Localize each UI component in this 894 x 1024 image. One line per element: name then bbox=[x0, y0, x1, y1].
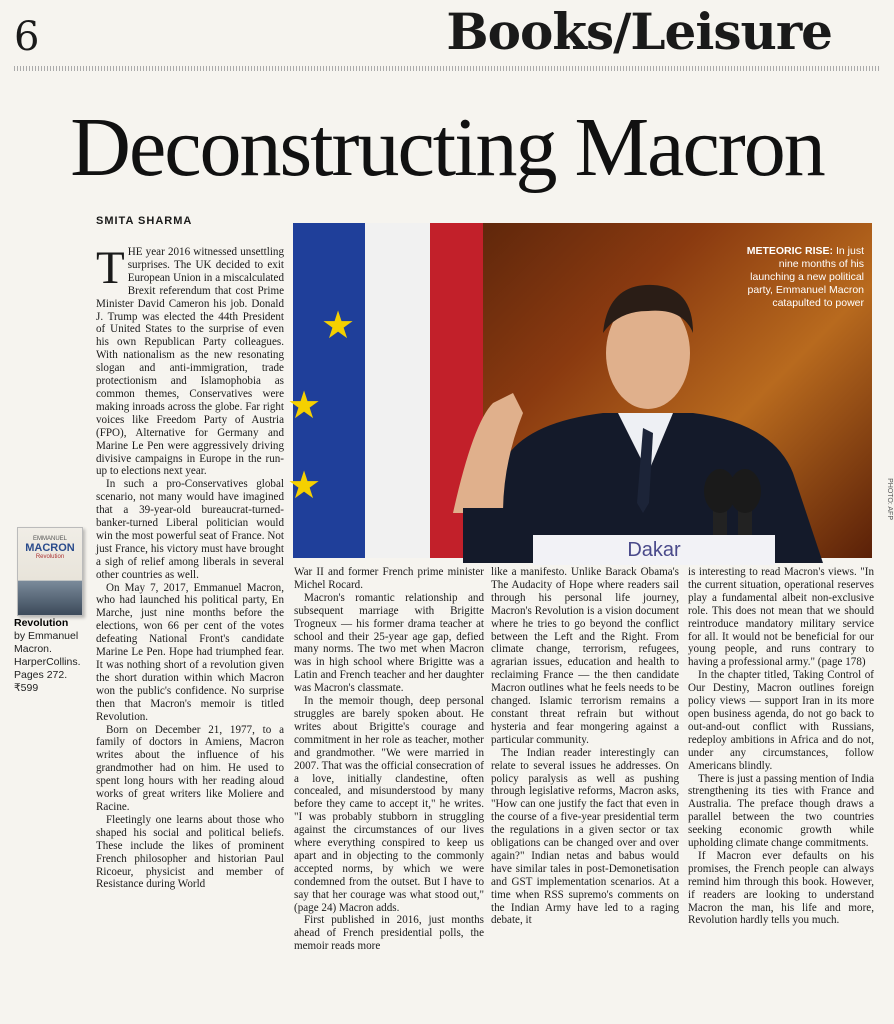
page-number: 6 bbox=[14, 14, 40, 60]
book-info bbox=[14, 617, 92, 695]
caption-label: METEORIC RISE: bbox=[746, 245, 834, 257]
headline: Deconstructing Macron bbox=[70, 101, 824, 194]
paragraph-text: HE year 2016 witnessed unsettling surprises. The UK decided to exit European Union in a miscalculated Brexit referendum that cost Prime Minister David Cameron his job. Donald J. Trump was elected the 44th President of United States to the surprise of even his own Republican Party colleagues. With nationalism as the new resonating slogan and anti-immigration, trade protectionism and Islamophobia as common themes, Conservatives were making inroads across the globe. Far right voices like Freedom Party of Austria (FPO), Alternative for Germany and Marine Le Pen were aggressively driving divisive campaigns in Europe in the run-up to elections next year. bbox=[96, 246, 284, 478]
article-column-1 bbox=[96, 242, 284, 1020]
article-column-4 bbox=[688, 566, 874, 1020]
article-column-2 bbox=[294, 566, 484, 1020]
caption-text: In just nine months of his launching a new political party, Emmanuel Macron catapulted to power bbox=[747, 245, 864, 309]
header-rule bbox=[14, 66, 880, 71]
paragraph: Fleetingly one learns about those who shaped his social and political beliefs. These include the likes of prominent French philosopher and historian Paul Ricoeur, physicist and member of Resistance during World bbox=[96, 813, 284, 891]
article-column-3 bbox=[491, 566, 679, 1020]
paragraph bbox=[96, 242, 284, 478]
book-author: by Emmanuel Macron. bbox=[14, 630, 79, 655]
byline: SMITA SHARMA bbox=[96, 215, 193, 227]
section-title: Books/Leisure bbox=[446, 2, 832, 61]
book-pages: Pages 272. bbox=[14, 669, 68, 681]
paragraph: In the memoir though, deep personal struggles are barely spoken about. He writes about Brigitte's courage and commitment in her role as teacher, mother and grandmother. "We were married in 2007. That was the official consecration of a love, initially clandestine, often concealed, and misunderstood by many before they came to accept it," he writes. "I was probably stubborn in struggling against the circumstances of our lives where everything conspired to keep us apart and in objecting to the commonly accepted norms, by which we were condemned from the outset. But I have to say that her courage was what stood out," (page 24) Macron adds. bbox=[294, 695, 484, 914]
paragraph: If Macron ever defaults on his promises, the French people can always remind him through this book. However, if readers are looking to understand Macron the man, his life and more, Revolution hardly tells you much. bbox=[688, 849, 874, 927]
paragraph: On May 7, 2017, Emmanuel Macron, who had launched his political party, En Marche, just nine months before the elections, won 66 per cent of the votes defeating National Front's candidate Marine Le Pen. Hope had triumphed fear. It was nothing short of a revolution given the short duration within which Macron won the public's confidence. No surprise then that Macron's memoir is titled Revolution. bbox=[96, 581, 284, 723]
book-cover-author: EMMANUEL bbox=[32, 536, 67, 542]
photo-caption bbox=[732, 245, 864, 310]
book-cover-title: MACRON bbox=[25, 542, 75, 554]
book-publisher: HarperCollins. bbox=[14, 656, 81, 668]
paragraph: War II and former French prime minister Michel Rocard. bbox=[294, 566, 484, 591]
paragraph: The Indian reader interestingly can relate to several issues he addresses. On policy paralysis as well as pushing through legislative reforms, Macron asks, "How can one justify the fact that even in the course of a five-year presidential term the regulations in a given sector or tax obligations can be changed over and over again?" Indian netas and babus would have similar tales in post-Demonetisation and GST implementation scenarios. At a time when RSS supremo's comments on the Indian Army have led to a raging debate, it bbox=[491, 746, 679, 927]
book-cover bbox=[17, 527, 83, 616]
paragraph: First published in 2016, just months ahead of French presidential polls, the memoir reads more bbox=[294, 914, 484, 953]
flag-star-icon: ★ bbox=[287, 465, 322, 507]
drop-cap: T bbox=[96, 242, 125, 294]
book-cover-subtitle: Revolution bbox=[35, 554, 65, 560]
paragraph: is interesting to read Macron's views. "In the current situation, operational reserves play a fundamental albeit non-exclusive role. This does not mean that we should reintroduce mandatory military service for all. It would not be beneficial for our young people, and runs contrary to having a professional army." (page 178) bbox=[688, 566, 874, 669]
book-title: Revolution bbox=[14, 617, 69, 629]
book-price: ₹599 bbox=[14, 682, 39, 694]
paragraph: Born on December 21, 1977, to a family of doctors in Amiens, Macron writes about the influence of his grandmother had on him. He used to spent long hours with her reading aloud works of great writers like Moliere and Racine. bbox=[96, 723, 284, 813]
paragraph: In such a pro-Conservatives global scenario, not many would have imagined that a 39-year-old bureaucrat-turned-banker-turned Liberal politician would win the most powerful seat of France. Not just France, his victory must have brought a sigh of relief among liberals in several other countries as well. bbox=[96, 478, 284, 581]
flag-star-icon: ★ bbox=[321, 305, 356, 347]
flag-star-icon: ★ bbox=[287, 385, 322, 427]
paragraph: In the chapter titled, Taking Control of Our Destiny, Macron outlines foreign policy views — support Iran in its more open business agenda, do not go back to out-and-out conflict with Russians, redeploy ambitions in Africa and do not, under any circumstances, follow Americans blindly. bbox=[688, 669, 874, 772]
paragraph: There is just a passing mention of India strengthening its ties with France and Australia. The preface though draws a parallel between the two countries seeking economic growth while upholding climate change commitments. bbox=[688, 772, 874, 850]
paragraph: Macron's romantic relationship and subsequent marriage with Brigitte Trogneux — his former drama teacher at school and their 25-year age gap, defied many norms. The two met when Macron was in high school where Brigitte was a Latin and French teacher and her daughter was Macron's classmate. bbox=[294, 591, 484, 695]
photo-credit: PHOTO: AFP bbox=[886, 478, 893, 520]
lead-photo bbox=[287, 223, 872, 561]
podium-sign: Dakar bbox=[533, 535, 775, 565]
paragraph: like a manifesto. Unlike Barack Obama's The Audacity of Hope where readers sail through his personal life journey, Macron's Revolution is a vision document where he tries to go beyond the conflict between the Left and the Right. From climate change, terrorism, refugees, agrarian issues, education and health to reclaiming France — the then candidate Macron outlines what he feels needs to be changed. Islamic terrorism remains a constant threat refrain but without hysteria and fear mongering against a particular community. bbox=[491, 566, 679, 746]
